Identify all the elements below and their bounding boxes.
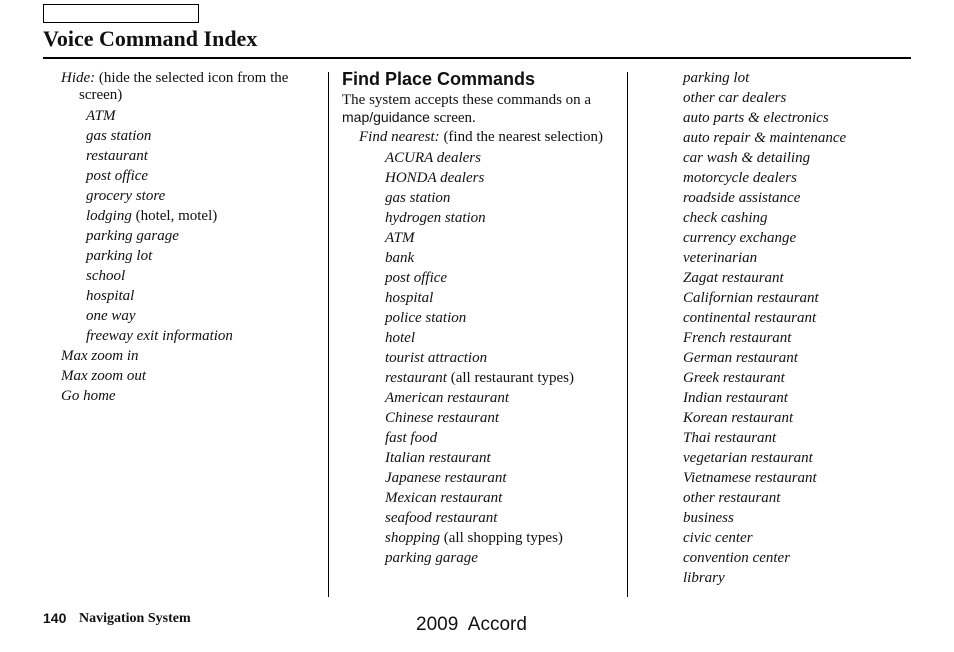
restaurant-label: restaurant bbox=[385, 370, 447, 386]
list-item-restaurant bbox=[385, 368, 622, 388]
hide-command-description: (hide the selected icon from the screen) bbox=[79, 70, 289, 103]
list-item: one way bbox=[86, 308, 136, 324]
list-item: ATM bbox=[86, 108, 116, 124]
shopping-note: (all shopping types) bbox=[440, 530, 563, 546]
command-max-zoom-in: Max zoom in bbox=[61, 348, 139, 364]
find-nearest-command bbox=[359, 129, 622, 146]
list-item: parking lot bbox=[86, 248, 153, 264]
find-nearest-list bbox=[385, 148, 622, 568]
list-item: business bbox=[683, 510, 734, 526]
hide-command bbox=[61, 70, 323, 104]
list-item: hydrogen station bbox=[385, 210, 486, 226]
list-item: ATM bbox=[385, 230, 415, 246]
find-nearest-name: Find nearest: bbox=[359, 129, 440, 145]
list-item: German restaurant bbox=[683, 350, 798, 366]
list-item: motorcycle dealers bbox=[683, 170, 797, 186]
list-item: Chinese restaurant bbox=[385, 410, 500, 426]
list-item: car wash & detailing bbox=[683, 150, 811, 166]
list-item: post office bbox=[385, 270, 448, 286]
shopping-label: shopping bbox=[385, 530, 441, 546]
page-title: Voice Command Index bbox=[43, 26, 258, 51]
list-item: gas station bbox=[385, 190, 451, 206]
column-divider-right bbox=[627, 72, 628, 597]
hide-command-name: Hide: bbox=[61, 70, 96, 86]
restaurant-note: (all restaurant types) bbox=[446, 370, 574, 386]
intro-text-start: The system accepts these commands on a bbox=[342, 92, 592, 108]
header-tab-box bbox=[43, 4, 199, 23]
list-item: other restaurant bbox=[683, 490, 781, 506]
list-item: Japanese restaurant bbox=[385, 470, 507, 486]
list-item: hospital bbox=[385, 290, 434, 306]
list-item: currency exchange bbox=[683, 230, 797, 246]
list-item: seafood restaurant bbox=[385, 510, 498, 526]
list-item: roadside assistance bbox=[683, 190, 801, 206]
column-find-place bbox=[342, 68, 622, 568]
section-intro bbox=[342, 92, 622, 127]
intro-screen-name: map/guidance bbox=[342, 109, 430, 125]
list-item: fast food bbox=[385, 430, 438, 446]
list-item: auto repair & maintenance bbox=[683, 130, 847, 146]
list-item: Vietnamese restaurant bbox=[683, 470, 817, 486]
list-item: vegetarian restaurant bbox=[683, 450, 813, 466]
list-item: parking garage bbox=[385, 550, 478, 566]
list-item: civic center bbox=[683, 530, 753, 546]
column-find-place-continued bbox=[683, 68, 913, 588]
list-item: convention center bbox=[683, 550, 791, 566]
page-number: 140 bbox=[43, 610, 67, 626]
list-item: ACURA dealers bbox=[385, 150, 481, 166]
list-item: auto parts & electronics bbox=[683, 110, 829, 126]
list-item-shopping bbox=[385, 528, 622, 548]
list-item: HONDA dealers bbox=[385, 170, 485, 186]
list-item: Thai restaurant bbox=[683, 430, 777, 446]
list-item: French restaurant bbox=[683, 330, 792, 346]
list-item: check cashing bbox=[683, 210, 768, 226]
list-item: parking garage bbox=[86, 228, 179, 244]
list-item: Korean restaurant bbox=[683, 410, 794, 426]
list-item: grocery store bbox=[86, 188, 166, 204]
list-item: tourist attraction bbox=[385, 350, 488, 366]
list-item: hospital bbox=[86, 288, 135, 304]
list-item: Indian restaurant bbox=[683, 390, 788, 406]
list-item: library bbox=[683, 570, 725, 586]
list-item-lodging bbox=[86, 206, 323, 226]
list-item: Zagat restaurant bbox=[683, 270, 784, 286]
list-item: Mexican restaurant bbox=[385, 490, 503, 506]
list-item: police station bbox=[385, 310, 467, 326]
list-item: veterinarian bbox=[683, 250, 758, 266]
find-nearest-description: (find the nearest selection) bbox=[439, 129, 603, 145]
lodging-label: lodging bbox=[86, 208, 132, 224]
list-item: Californian restaurant bbox=[683, 290, 819, 306]
hide-items-list bbox=[86, 106, 323, 346]
list-item: restaurant bbox=[86, 148, 148, 164]
list-item: parking lot bbox=[683, 70, 750, 86]
column-hide-commands bbox=[61, 68, 323, 406]
list-item: Italian restaurant bbox=[385, 450, 491, 466]
intro-text-end: screen. bbox=[429, 110, 476, 126]
section-heading-find-place: Find Place Commands bbox=[342, 69, 536, 89]
list-item: post office bbox=[86, 168, 149, 184]
list-item: continental restaurant bbox=[683, 310, 817, 326]
list-item: gas station bbox=[86, 128, 152, 144]
footer-section-label: Navigation System bbox=[79, 611, 191, 626]
list-item: freeway exit information bbox=[86, 328, 233, 344]
footer-model-label: 2009 Accord bbox=[416, 614, 527, 635]
list-item: Greek restaurant bbox=[683, 370, 785, 386]
list-item: hotel bbox=[385, 330, 415, 346]
list-item: American restaurant bbox=[385, 390, 510, 406]
list-item: other car dealers bbox=[683, 90, 787, 106]
title-divider bbox=[43, 57, 911, 59]
command-go-home: Go home bbox=[61, 388, 116, 404]
list-item: school bbox=[86, 268, 126, 284]
lodging-note: (hotel, motel) bbox=[131, 208, 218, 224]
list-item: bank bbox=[385, 250, 415, 266]
command-max-zoom-out: Max zoom out bbox=[61, 368, 146, 384]
column-divider-left bbox=[328, 72, 329, 597]
